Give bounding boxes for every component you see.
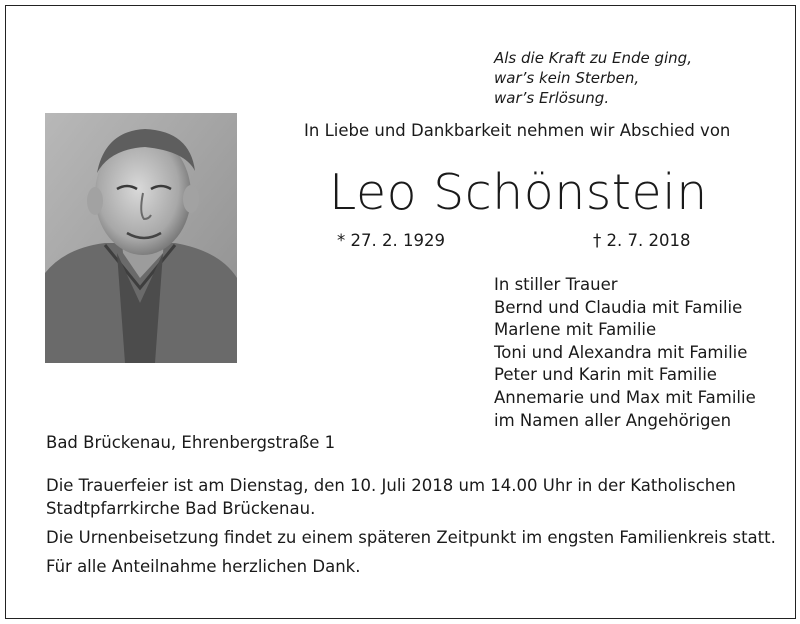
- details-line: Die Trauerfeier ist am Dienstag, den 10. Juli 2018 um 14.00 Uhr in der Katholischen: [46, 476, 736, 495]
- address: Bad Brückenau, Ehrenbergstraße 1: [46, 433, 336, 452]
- portrait-photo: [45, 113, 237, 363]
- mourners-list: [494, 274, 756, 432]
- funeral-details: [46, 474, 786, 578]
- deceased-name: Leo Schönstein: [329, 164, 708, 221]
- poem: [494, 48, 692, 108]
- mourners-line: im Namen aller Angehörigen: [494, 410, 732, 430]
- poem-line: war’s Erlösung.: [494, 89, 610, 107]
- mourners-line: Bernd und Claudia mit Familie: [494, 297, 743, 317]
- details-line: Die Urnenbeisetzung findet zu einem späteren Zeitpunkt im engsten Familienkreis statt.: [46, 528, 776, 547]
- mourners-line: Peter und Karin mit Familie: [494, 365, 717, 385]
- death-date: † 2. 7. 2018: [593, 231, 691, 250]
- birth-date: * 27. 2. 1929: [337, 231, 445, 250]
- poem-line: Als die Kraft zu Ende ging,: [494, 49, 692, 67]
- mourners-line: In stiller Trauer: [494, 275, 618, 294]
- mourners-line: Toni und Alexandra mit Familie: [494, 342, 748, 362]
- details-line: Für alle Anteilnahme herzlichen Dank.: [46, 557, 361, 576]
- intro-text: In Liebe und Dankbarkeit nehmen wir Abschied von: [304, 121, 731, 140]
- mourners-line: Marlene mit Familie: [494, 320, 657, 340]
- mourners-line: Annemarie und Max mit Familie: [494, 387, 756, 407]
- details-line: Stadtpfarrkirche Bad Brückenau.: [46, 499, 316, 518]
- poem-line: war’s kein Sterben,: [494, 69, 640, 87]
